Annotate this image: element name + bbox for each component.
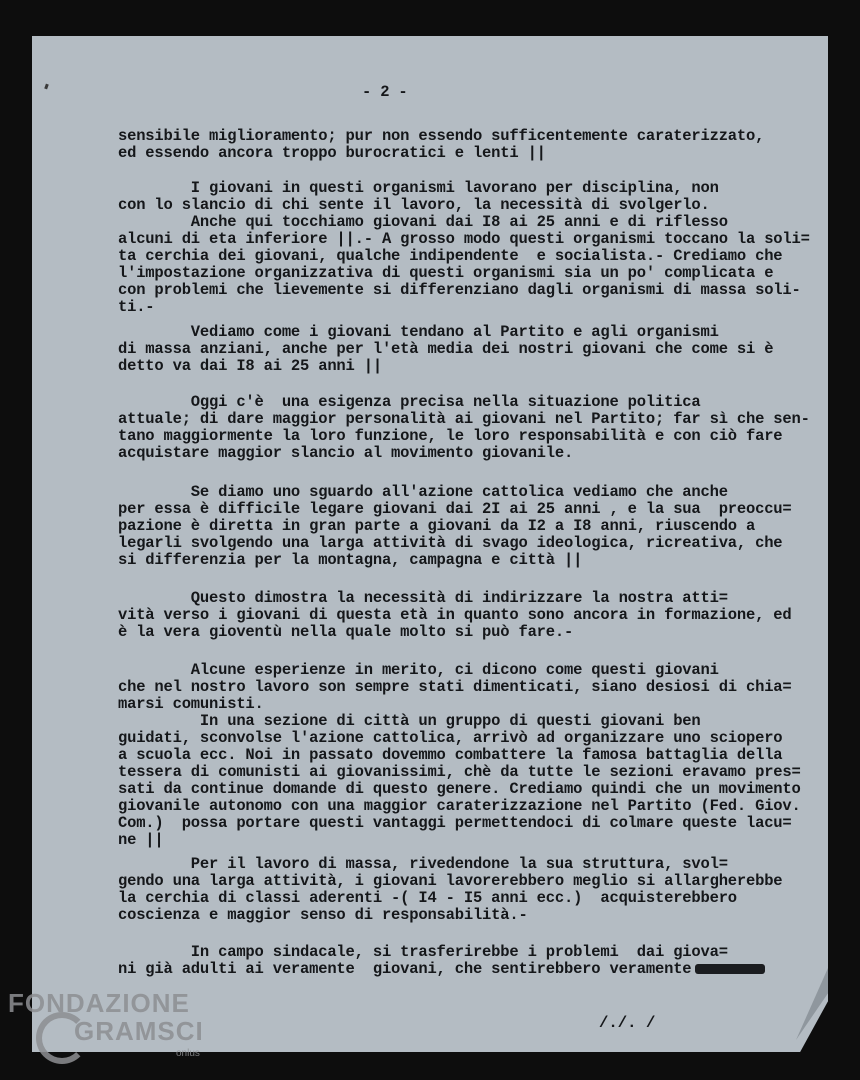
page-number: - 2 - [362,83,408,101]
text-line: tessera di comunisti ai giovanissimi, chè da tutte le sezioni eravamo pres= [118,763,801,781]
paragraph [118,324,773,375]
text-line: tano maggiormente la loro funzione, le loro responsabilità e con ciò fare [118,427,783,445]
paragraph [118,180,810,316]
text-line: vità verso i giovani di questa età in quanto sono ancora in formazione, ed [118,606,792,624]
text-line: per essa è difficile legare giovani dai 2I ai 25 anni , e la sua preoccu= [118,500,792,518]
text-line: ne || [118,831,164,849]
watermark-fondazione: FONDAZIONE [8,988,190,1018]
text-line: di massa anziani, anche per l'età media dei nostri giovani che come si è [118,340,774,358]
text-line: a scuola ecc. Noi in passato dovemmo combattere la famosa battaglia della [118,746,783,764]
text-line: sensibile miglioramento; pur non essendo sufficentemente caraterizzato, [118,127,765,145]
text-line: sati da continue domande di questo genere. Crediamo quindi che un movimento [118,780,801,798]
watermark-gramsci: GRAMSCI [74,1016,204,1046]
text-line: Oggi c'è una esigenza precisa nella situazione politica [118,393,701,411]
paragraph [118,856,782,924]
text-line: ed essendo ancora troppo burocratici e lenti || [118,144,546,162]
text-line: ni già adulti ai veramente giovani, che sentirebbero veramente [118,961,765,978]
text-line: Com.) possa portare questi vantaggi permettendoci di colmare queste lacu= [118,814,792,832]
text-line: I giovani in questi organismi lavorano per disciplina, non [118,179,719,197]
text-line: con lo slancio di chi sente il lavoro, la necessità di svolgerlo. [118,196,710,214]
text-line: detto va dai I8 ai 25 anni || [118,357,382,375]
text-line: si differenzia per la montagna, campagna e città || [118,551,583,569]
text-line: ta cerchia dei giovani, qualche indipendente e socialista.- Crediamo che [118,247,783,265]
text-line: l'impostazione organizzativa di questi organismi sia un po' complicata e [118,264,774,282]
paragraph [118,394,810,462]
text-line: Anche qui tocchiamo giovani dai I8 ai 25 anni e di riflesso [118,213,728,231]
paragraph [118,590,792,641]
closing-mark-text: /./. / [598,1014,656,1032]
watermark-onlus: onlus [176,1048,200,1059]
text-line: In una sezione di città un gruppo di questi giovani ben [118,712,701,730]
text-line: la cerchia di classi aderenti -( I4 - I5 anni ecc.) acquisterebbero [118,889,737,907]
paragraph [118,128,764,162]
text-line: attuale; di dare maggior personalità ai giovani nel Partito; far sì che sen- [118,410,810,428]
text-line: marsi comunisti. [118,695,264,713]
text-line: con problemi che lievemente si differenziano dagli organismi di massa soli- [118,281,801,299]
text-line: Per il lavoro di massa, rivedendone la sua struttura, svol= [118,855,728,873]
text-line: Alcune esperienze in merito, ci dicono come questi giovani [118,661,719,679]
text-line: è la vera gioventù nella quale molto si può fare.- [118,623,574,641]
text-line: legarli svolgendo una larga attività di svago ideologica, ricreativa, che [118,534,783,552]
text-line: Vediamo come i giovani tendano al Partito e agli organismi [118,323,719,341]
paragraph [118,944,765,978]
struck-out-word [695,964,765,974]
text-line: che nel nostro lavoro son sempre stati dimenticati, siano desiosi di chia= [118,678,792,696]
text-line: In campo sindacale, si trasferirebbe i problemi dai giova= [118,943,728,961]
text-line: Questo dimostra la necessità di indirizzare la nostra atti= [118,589,728,607]
text-line: pazione è diretta in gran parte a giovani da I2 a I8 anni, riuscendo a [118,517,756,535]
text-line: alcuni di eta inferiore ||.- A grosso modo questi organismi toccano la soli= [118,230,810,248]
text-line: giovanile autonomo con una maggior caraterizzazione nel Partito (Fed. Giov. [118,797,801,815]
text-line: guidati, sconvolse l'azione cattolica, arrivò ad organizzare uno sciopero [118,729,783,747]
text-line: coscienza e maggior senso di responsabilità.- [118,906,528,924]
paragraph [118,484,792,569]
text-line: Se diamo uno sguardo all'azione cattolica vediamo che anche [118,483,728,501]
text-line: gendo una larga attività, i giovani lavorerebbero meglio si allargherebbe [118,872,783,890]
text-line: ti.- [118,298,155,316]
paragraph [118,662,801,849]
closing-mark [580,998,655,1032]
text-line: acquistare maggior slancio al movimento giovanile. [118,444,574,462]
